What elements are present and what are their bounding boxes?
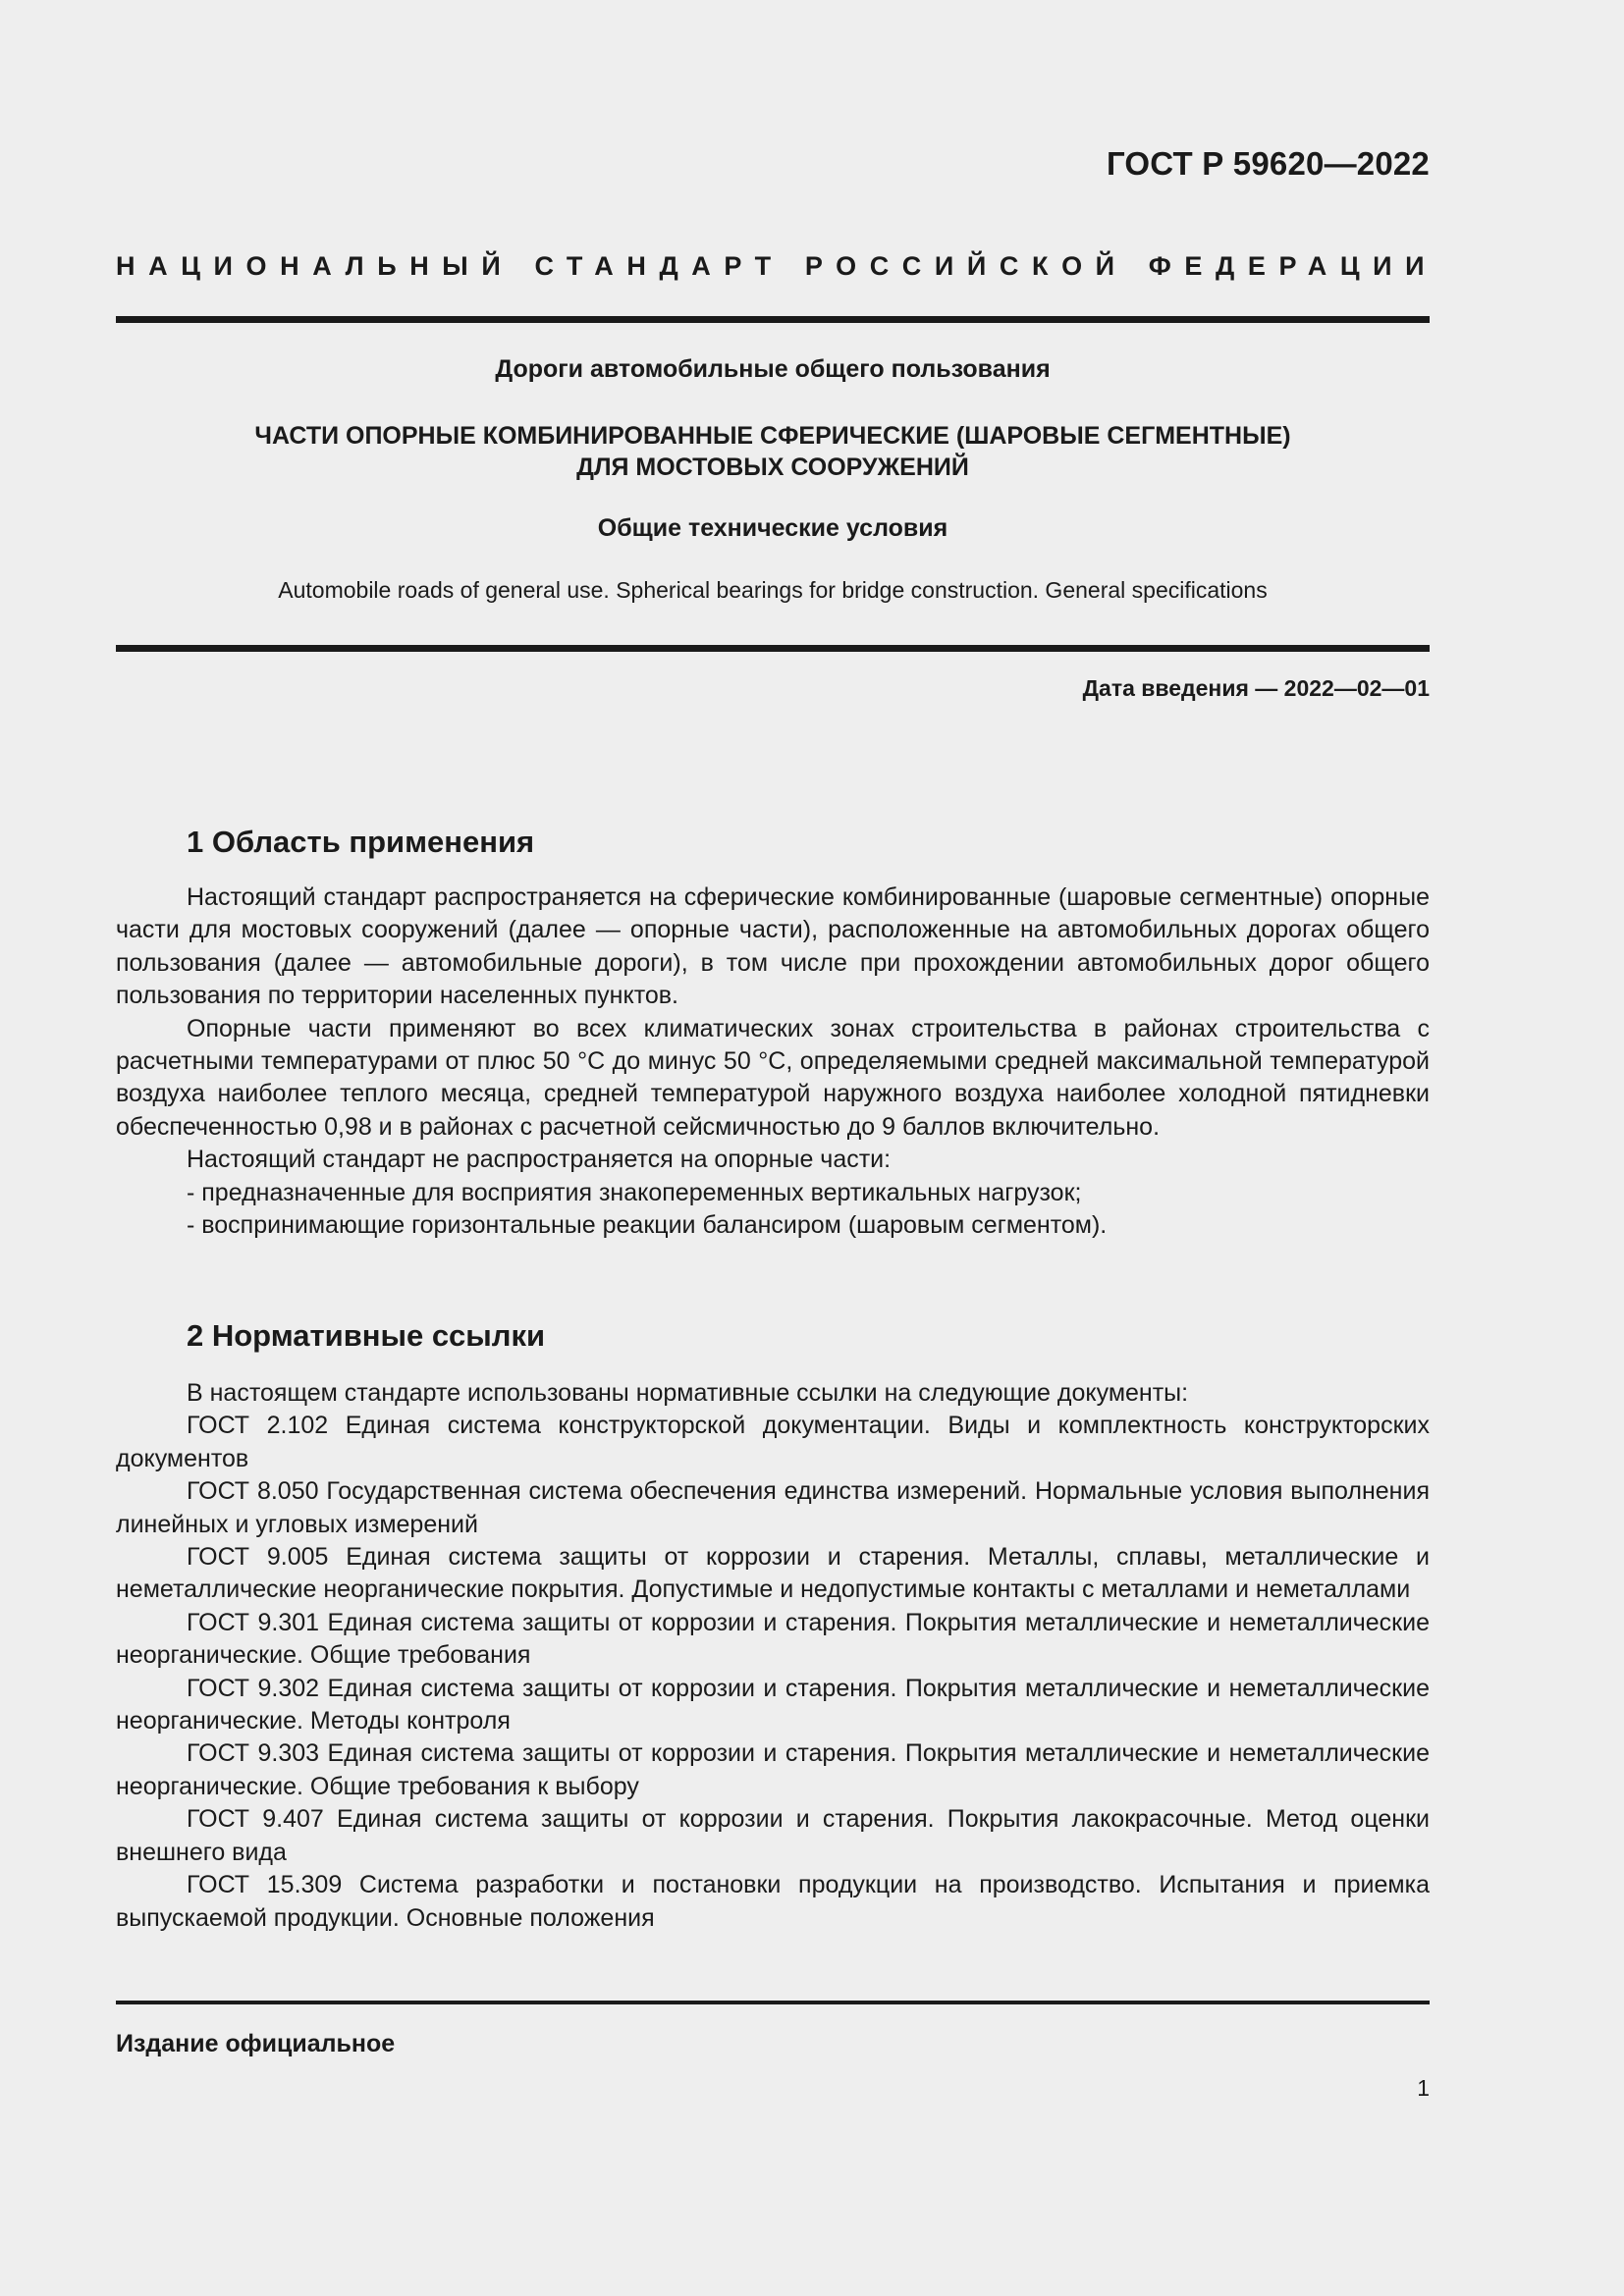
paragraph: Настоящий стандарт не распространяется на опорные части: [187, 1146, 892, 1174]
reference-item: ГОСТ 9.303 Единая система защиты от коррозии и старения. Покрытия металлические и неметаллические неорганические. Общие требования к выбору [116, 1739, 1430, 1800]
reference-item: ГОСТ 15.309 Система разработки и постановки продукции на производство. Испытания и приемка выпускаемой продукции. Основные положения [116, 1871, 1430, 1932]
paragraph: Настоящий стандарт распространяется на сферические комбинированные (шаровые сегментные) опорные части для мостовых сооружений (далее — опорные части), расположенные на автомобильных дорогах общего пользования (далее — автомобильные дороги), в том числе при прохождении автомобильных дорог общего пользования по территории населенных пунктов. [116, 883, 1430, 1010]
document-page [116, 0, 1438, 2296]
section-2-heading: 2 Нормативные ссылки [187, 1318, 546, 1353]
introduction-date: Дата введения — 2022—02—01 [1082, 675, 1430, 701]
title-line-1: ЧАСТИ ОПОРНЫЕ КОМБИНИРОВАННЫЕ СФЕРИЧЕСКИЕ (ШАРОВЫЕ СЕГМЕНТНЫЕ) [254, 422, 1291, 450]
page-number: 1 [1417, 2075, 1430, 2101]
edition-label: Издание официальное [116, 2030, 396, 2057]
section-2-body [116, 1377, 1430, 1935]
national-standard-banner: НАЦИОНАЛЬНЫЙ СТАНДАРТ РОССИЙСКОЙ ФЕДЕРАЦИИ [116, 251, 1438, 281]
footer-divider [116, 2001, 1430, 2004]
list-item: - предназначенные для восприятия знакопеременных вертикальных нагрузок; [187, 1178, 1082, 1206]
list-item: - воспринимающие горизонтальные реакции балансиром (шаровым сегментом). [187, 1211, 1108, 1240]
document-number: ГОСТ Р 59620—2022 [1106, 145, 1430, 182]
section-1-heading: 1 Область применения [187, 825, 535, 859]
reference-item: ГОСТ 8.050 Государственная система обеспечения единства измерений. Нормальные условия выполнения линейных и угловых измерений [116, 1477, 1430, 1538]
reference-item: ГОСТ 2.102 Единая система конструкторской документации. Виды и комплектность конструкторских документов [116, 1412, 1430, 1472]
english-title: Automobile roads of general use. Spherical bearings for bridge construction. General specifications [278, 577, 1268, 603]
paragraph: Опорные части применяют во всех климатических зонах строительства в районах строительства с расчетными температурами от плюс 50 °С до минус 50 °С, определяемыми средней максимальной температурой воздуха наиболее теплого месяца, средней температурой наружного воздуха наиболее холодной пятидневки обеспеченностью 0,98 и в районах с расчетной сейсмичностью до 9 баллов включительно. [116, 1014, 1430, 1141]
top-divider [116, 316, 1430, 323]
reference-item: ГОСТ 9.407 Единая система защиты от коррозии и старения. Покрытия лакокрасочные. Метод оценки внешнего вида [116, 1805, 1430, 1866]
paragraph: В настоящем стандарте использованы нормативные ссылки на следующие документы: [187, 1379, 1189, 1407]
title-bottom-divider [116, 645, 1430, 652]
title-line-2: ДЛЯ МОСТОВЫХ СООРУЖЕНИЙ [576, 454, 969, 481]
reference-item: ГОСТ 9.302 Единая система защиты от коррозии и старения. Покрытия металлические и неметаллические неорганические. Методы контроля [116, 1674, 1430, 1735]
reference-item: ГОСТ 9.005 Единая система защиты от коррозии и старения. Металлы, сплавы, металлические и неметаллические неорганические покрытия. Допустимые и недопустимые контакты с металлами и неметаллами [116, 1543, 1430, 1604]
document-subject: Дороги автомобильные общего пользования [495, 355, 1051, 383]
specification-title: Общие технические условия [597, 514, 948, 542]
document-title [116, 420, 1430, 483]
section-1-body [116, 881, 1430, 1242]
reference-item: ГОСТ 9.301 Единая система защиты от коррозии и старения. Покрытия металлические и неметаллические неорганические. Общие требования [116, 1608, 1430, 1670]
